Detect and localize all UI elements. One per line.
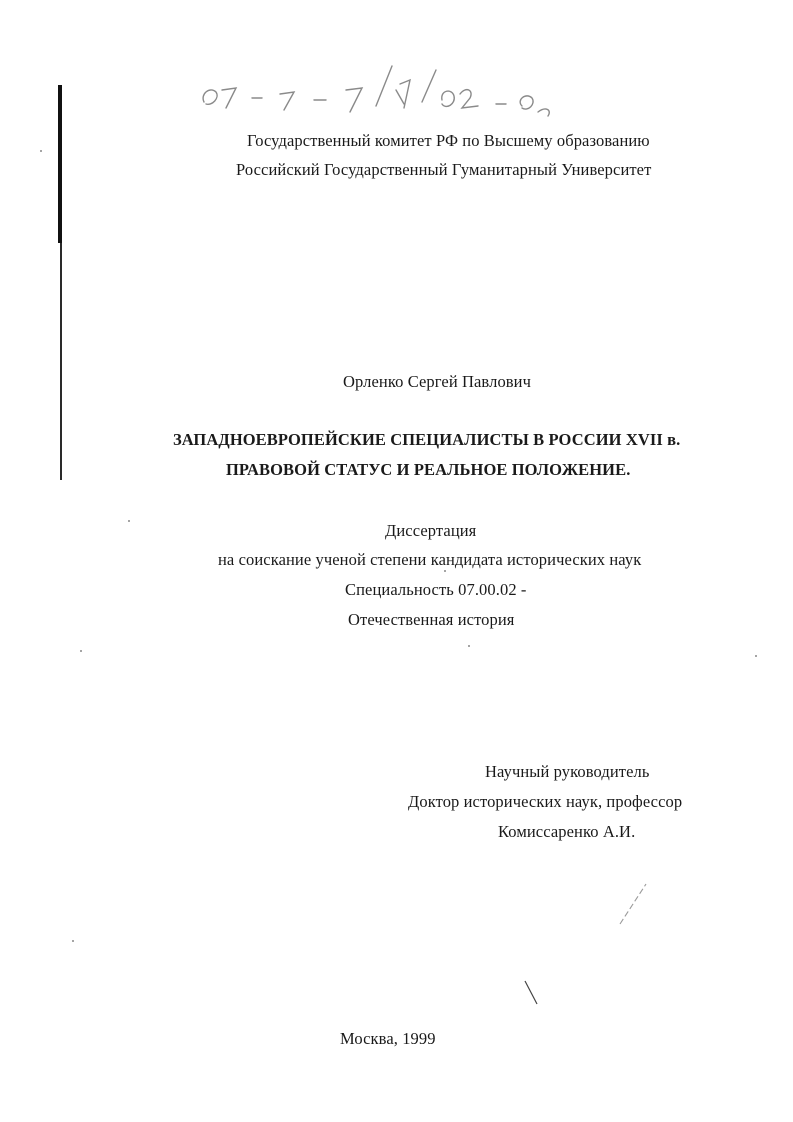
- scan-speck: [72, 940, 74, 942]
- pencil-mark: [522, 978, 542, 1008]
- scan-speck: [128, 520, 130, 522]
- scan-edge-shadow: [58, 85, 62, 243]
- university-name: Российский Государственный Гуманитарный Университет: [236, 160, 652, 179]
- degree-purpose: на соискание ученой степени кандидата исторических наук: [218, 550, 642, 569]
- supervisor-role: Научный руководитель: [485, 762, 650, 781]
- scan-edge-shadow-lower: [60, 243, 62, 480]
- scan-speck: [40, 150, 42, 152]
- scan-speck: [468, 645, 470, 647]
- author-name: Орленко Сергей Павлович: [343, 372, 532, 391]
- place-year: Москва, 1999: [340, 1029, 436, 1048]
- supervisor-title: Доктор исторических наук, профессор: [408, 792, 683, 811]
- scan-speck: [755, 655, 757, 657]
- scan-speck: [80, 650, 82, 652]
- supervisor-name: Комиссаренко А.И.: [498, 822, 636, 841]
- specialty-code: Специальность 07.00.02 -: [345, 580, 527, 599]
- thesis-title-1: ЗАПАДНОЕВРОПЕЙСКИЕ СПЕЦИАЛИСТЫ В РОССИИ XVII в.: [173, 430, 681, 449]
- degree-type: Диссертация: [385, 521, 477, 540]
- scan-speck: [444, 570, 446, 572]
- pencil-mark: [612, 880, 652, 930]
- committee-name: Государственный комитет РФ по Высшему образованию: [247, 131, 650, 150]
- handwritten-library-code: [196, 60, 576, 130]
- specialty-field: Отечественная история: [348, 610, 515, 629]
- thesis-title-2: ПРАВОВОЙ СТАТУС И РЕАЛЬНОЕ ПОЛОЖЕНИЕ.: [226, 460, 631, 479]
